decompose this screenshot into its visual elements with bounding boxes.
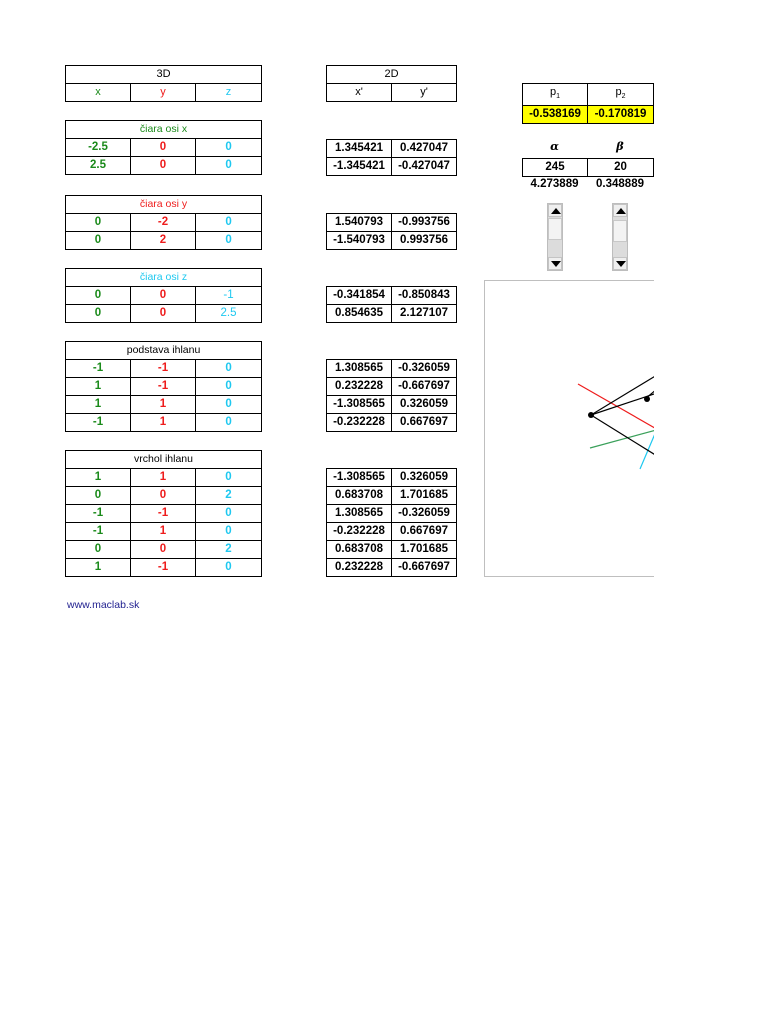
cell[interactable]: 0 [196, 523, 262, 541]
header-y-prime: y' [392, 84, 457, 102]
cell[interactable]: -0.850843 [392, 287, 457, 305]
cell[interactable]: 0 [196, 396, 262, 414]
section-title: čiara osi x [66, 121, 262, 139]
cell[interactable]: 0.854635 [327, 305, 392, 323]
cell[interactable]: -0.232228 [327, 523, 392, 541]
cell[interactable]: 1 [66, 396, 131, 414]
cell[interactable]: -1 [196, 287, 262, 305]
cell[interactable]: 0.427047 [392, 140, 457, 158]
angles-table [522, 158, 654, 177]
cell[interactable]: 0 [196, 232, 262, 250]
cell[interactable]: 1 [131, 523, 196, 541]
cell[interactable]: 0 [66, 214, 131, 232]
cell[interactable]: 0.683708 [327, 487, 392, 505]
x-axis-line [590, 429, 654, 448]
cell[interactable]: 0 [131, 487, 196, 505]
footer-link[interactable]: www.maclab.sk [67, 599, 140, 611]
cell[interactable]: 2 [131, 232, 196, 250]
param-p2-label: $p_2$ [588, 84, 654, 106]
beta-spinner-thumb[interactable] [613, 220, 627, 242]
cell[interactable]: -1 [131, 505, 196, 523]
z-axis-line [640, 429, 654, 469]
triangle-up-icon [551, 208, 561, 214]
cell[interactable]: 1 [66, 378, 131, 396]
alpha-spinner-up[interactable] [548, 204, 562, 217]
cell[interactable]: 0 [196, 139, 262, 157]
cell[interactable]: 1.308565 [327, 360, 392, 378]
cell[interactable]: -1 [66, 523, 131, 541]
section-z-axis-3d [65, 268, 262, 323]
cell[interactable]: 0.683708 [327, 541, 392, 559]
cell[interactable]: 1 [66, 559, 131, 577]
cell[interactable]: -0.667697 [392, 378, 457, 396]
section-title: vrchol ihlanu [66, 451, 262, 469]
cell[interactable]: -0.232228 [327, 414, 392, 432]
section-x-axis-3d [65, 120, 262, 175]
cell[interactable]: 0 [66, 487, 131, 505]
section-apex-2d [326, 468, 457, 577]
cell[interactable]: -1 [66, 414, 131, 432]
alpha-value[interactable]: 245 [523, 159, 588, 177]
projection-chart [484, 280, 654, 577]
cell[interactable]: 1 [131, 414, 196, 432]
header-x: x [66, 84, 131, 102]
cell[interactable]: -0.326059 [392, 360, 457, 378]
cell[interactable]: 0 [131, 157, 196, 175]
cell[interactable]: 0.667697 [392, 523, 457, 541]
beta-spinner[interactable] [612, 203, 628, 271]
section-title: čiara osi z [66, 269, 262, 287]
section-title: čiara osi y [66, 196, 262, 214]
param-p2-value[interactable]: -0.170819 [588, 106, 654, 124]
cell[interactable]: -2.5 [66, 139, 131, 157]
triangle-up-icon [616, 208, 626, 214]
cell[interactable]: 0 [196, 469, 262, 487]
cell[interactable]: 0.232228 [327, 559, 392, 577]
table-3d-header [65, 65, 262, 102]
cell[interactable]: -0.326059 [392, 505, 457, 523]
cell[interactable]: 1 [131, 396, 196, 414]
alpha-radians: 4.273889 [530, 178, 579, 190]
header-3d: 3D [66, 66, 262, 84]
cell[interactable]: -1 [131, 360, 196, 378]
cell[interactable]: -1 [66, 505, 131, 523]
section-apex-3d [65, 450, 262, 577]
cell[interactable]: -0.427047 [392, 158, 457, 176]
cell[interactable]: 0.993756 [392, 232, 457, 250]
cell[interactable]: -1 [131, 378, 196, 396]
triangle-down-icon [551, 261, 561, 267]
projection-chart-svg [485, 281, 654, 577]
section-title: podstava ihlanu [66, 342, 262, 360]
cell[interactable]: 1.345421 [327, 140, 392, 158]
cell[interactable]: 1.540793 [327, 214, 392, 232]
cell[interactable]: 2 [196, 541, 262, 559]
triangle-down-icon [616, 261, 626, 267]
vertex-point [588, 412, 594, 418]
cell[interactable]: 0 [66, 232, 131, 250]
cell[interactable]: 1.701685 [392, 541, 457, 559]
cell[interactable]: -1.345421 [327, 158, 392, 176]
cell[interactable]: 0 [196, 157, 262, 175]
cell[interactable]: 1 [66, 469, 131, 487]
section-base-3d [65, 341, 262, 432]
cell[interactable]: 0.232228 [327, 378, 392, 396]
header-z: z [196, 84, 262, 102]
cell[interactable]: -0.993756 [392, 214, 457, 232]
cell[interactable]: -1 [131, 559, 196, 577]
cell[interactable]: 0 [196, 360, 262, 378]
cell[interactable]: 0 [196, 505, 262, 523]
cell[interactable]: 0 [131, 287, 196, 305]
cell[interactable]: 0 [66, 287, 131, 305]
params-table [522, 83, 654, 124]
cell[interactable]: -1.540793 [327, 232, 392, 250]
cell[interactable]: 0 [66, 541, 131, 559]
header-y: y [131, 84, 196, 102]
alpha-spinner-down[interactable] [548, 257, 562, 270]
section-y-axis-3d [65, 195, 262, 250]
cell[interactable]: 1.308565 [327, 505, 392, 523]
alpha-spinner[interactable] [547, 203, 563, 271]
alpha-spinner-thumb[interactable] [548, 218, 562, 240]
cell[interactable]: 2 [196, 487, 262, 505]
beta-spinner-up[interactable] [613, 204, 627, 217]
cell[interactable]: 0 [196, 414, 262, 432]
header-2d: 2D [327, 66, 457, 84]
beta-label: β [616, 139, 624, 153]
section-z-axis-2d [326, 286, 457, 323]
beta-value[interactable]: 20 [588, 159, 654, 177]
cell[interactable]: 2.5 [196, 305, 262, 323]
cell[interactable]: 0 [66, 305, 131, 323]
cell[interactable]: -2 [131, 214, 196, 232]
cell[interactable]: 1.701685 [392, 487, 457, 505]
cell[interactable]: 0 [131, 139, 196, 157]
cell[interactable]: 0 [196, 559, 262, 577]
y-axis-line [578, 384, 654, 431]
param-p1-label: $p_1$ [523, 84, 588, 106]
cell[interactable]: -1.308565 [327, 469, 392, 487]
cell[interactable]: -0.667697 [392, 559, 457, 577]
cell[interactable]: 0 [131, 305, 196, 323]
cell[interactable]: 0 [196, 378, 262, 396]
param-p1-value[interactable]: -0.538169 [523, 106, 588, 124]
vertex-point [644, 396, 650, 402]
header-x-prime: x' [327, 84, 392, 102]
cell[interactable]: -1 [66, 360, 131, 378]
cell[interactable]: 0.667697 [392, 414, 457, 432]
section-x-axis-2d [326, 139, 457, 176]
cell[interactable]: -1.308565 [327, 396, 392, 414]
cell[interactable]: 0 [196, 214, 262, 232]
cell[interactable]: 0 [131, 541, 196, 559]
table-2d-header [326, 65, 457, 102]
cell[interactable]: 0.326059 [392, 469, 457, 487]
cell[interactable]: 0.326059 [392, 396, 457, 414]
beta-radians: 0.348889 [596, 178, 644, 190]
alpha-label: α [550, 139, 559, 153]
section-y-axis-2d [326, 213, 457, 250]
cell[interactable]: 1 [131, 469, 196, 487]
cell[interactable]: 2.127107 [392, 305, 457, 323]
beta-spinner-down[interactable] [613, 257, 627, 270]
section-base-2d [326, 359, 457, 432]
pyramid-edge [591, 415, 654, 456]
cell[interactable]: -0.341854 [327, 287, 392, 305]
cell[interactable]: 2.5 [66, 157, 131, 175]
